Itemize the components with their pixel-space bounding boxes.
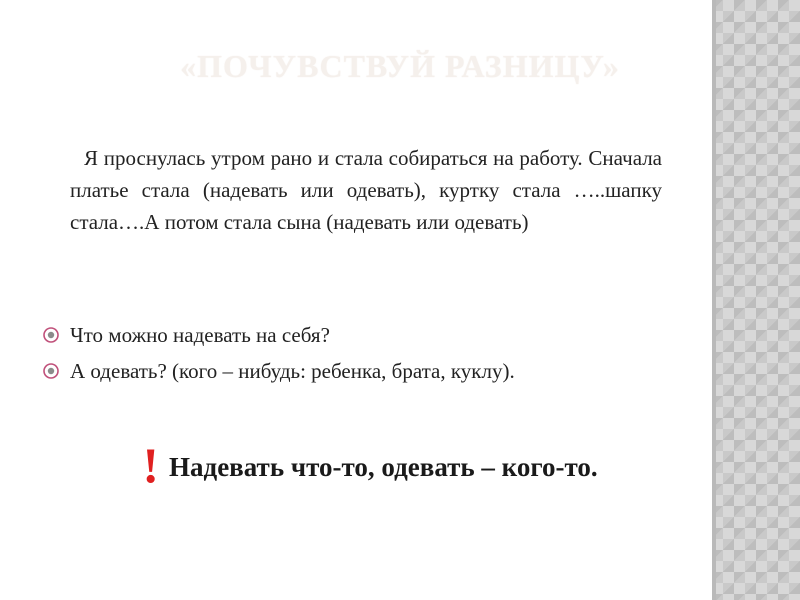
list-item [40,353,680,389]
bullet-text: А одевать? (кого – нибудь: ребенка, брата, куклу). [70,358,515,383]
story-paragraph: Я проснулась утром рано и стала собираться на работу. Сначала платье стала (надевать или одевать), куртку стала …..шапку стала….А потом стала сына (надевать или одевать) [70,146,662,234]
target-bullet-icon [40,324,62,346]
target-bullet-icon [40,360,62,382]
list-item [40,317,680,353]
decorative-side-panel [712,0,800,600]
slide-title: «ПОЧУВСТВУЙ РАЗНИЦУ» [180,48,620,84]
rule-text: Надевать что-то, одевать – кого-то. [169,452,598,482]
bullet-list [40,317,680,389]
rule-statement [70,437,670,493]
exclamation-mark: ! [142,437,160,493]
bullet-text: Что можно надевать на себя? [70,322,330,347]
